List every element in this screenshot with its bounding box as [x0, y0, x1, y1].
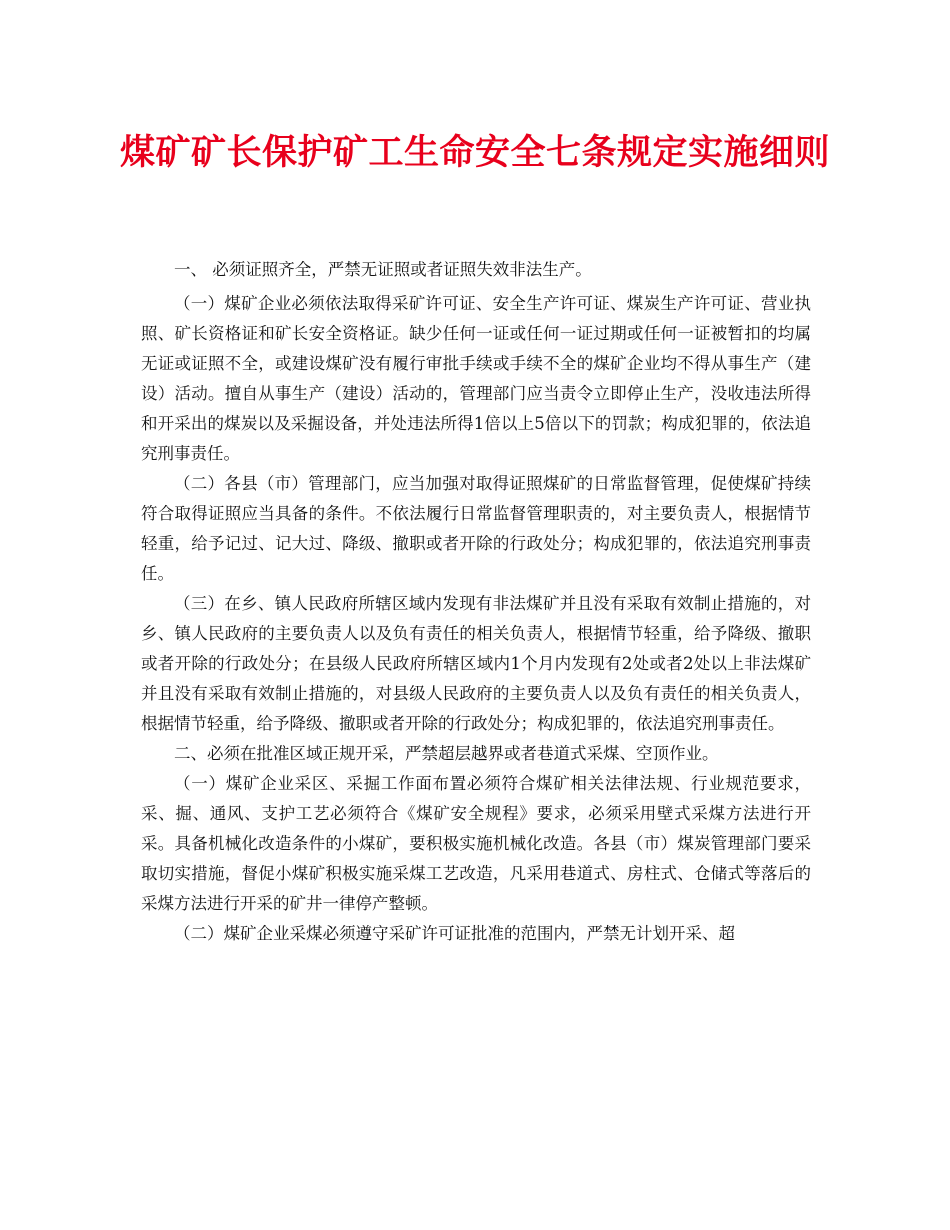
section-heading-1: 一、 必须证照齐全，严禁无证照或者证照失效非法生产。 [174, 260, 592, 279]
paragraph-1-3: （三）在乡、镇人民政府所辖区域内发现有非法煤矿并且没有采取有效制止措施的，对乡、镇人民政府的主要负责人以及负有责任的相关负责人，根据情节轻重，给予降级、撤职或者开除的行政处分；在县级人民政府所辖区域内1个月内发现有2处或者2处以上非法煤矿并且没有采取有效制止措施的，对县级人民政府的主要负责人以及负有责任的相关负责人，根据情节轻重，给予降级、撤职或者开除的行政处分；构成犯罪的，依法追究刑事责任。 [141, 594, 811, 733]
paragraph-1-2: （二）各县（市）管理部门，应当加强对取得证照煤矿的日常监督管理，促使煤矿持续符合取得证照应当具备的条件。不依法履行日常监督管理职责的，对主要负责人，根据情节轻重，给予记过、记大过、降级、撤职或者开除的行政处分；构成犯罪的，依法追究刑事责任。 [141, 474, 811, 583]
paragraph-2-1: （一）煤矿企业采区、采掘工作面布置必须符合煤矿相关法律法规、行业规范要求，采、掘、通风、支护工艺必须符合《煤矿安全规程》要求，必须采用壁式采煤方法进行开采。具备机械化改造条件的小煤矿，要积极实施机械化改造。各县（市）煤炭管理部门要采取切实措施，督促小煤矿积极实施采煤工艺改造，凡采用巷道式、房柱式、仓储式等落后的采煤方法进行开采的矿井一律停产整顿。 [141, 774, 811, 913]
document-body [141, 255, 811, 949]
section-heading-2: 二、必须在批准区域正规开采，严禁超层越界或者巷道式采煤、空顶作业。 [174, 744, 719, 763]
paragraph-1-1: （一）煤矿企业必须依法取得采矿许可证、安全生产许可证、煤炭生产许可证、营业执照、矿长资格证和矿长安全资格证。缺少任何一证或任何一证过期或任何一证被暂扣的均属无证或证照不全，或建设煤矿没有履行审批手续或手续不全的煤矿企业均不得从事生产（建设）活动。擅自从事生产（建设）活动的，管理部门应当责令立即停止生产，没收违法所得和开采出的煤炭以及采掘设备，并处违法所得1倍以上5倍以下的罚款；构成犯罪的，依法追究刑事责任。 [141, 294, 811, 463]
document-title: 煤矿矿长保护矿工生命安全七条规定实施细则 [119, 132, 830, 173]
paragraph-2-2: （二）煤矿企业采煤必须遵守采矿许可证批准的范围内，严禁无计划开采、超 [174, 924, 735, 943]
